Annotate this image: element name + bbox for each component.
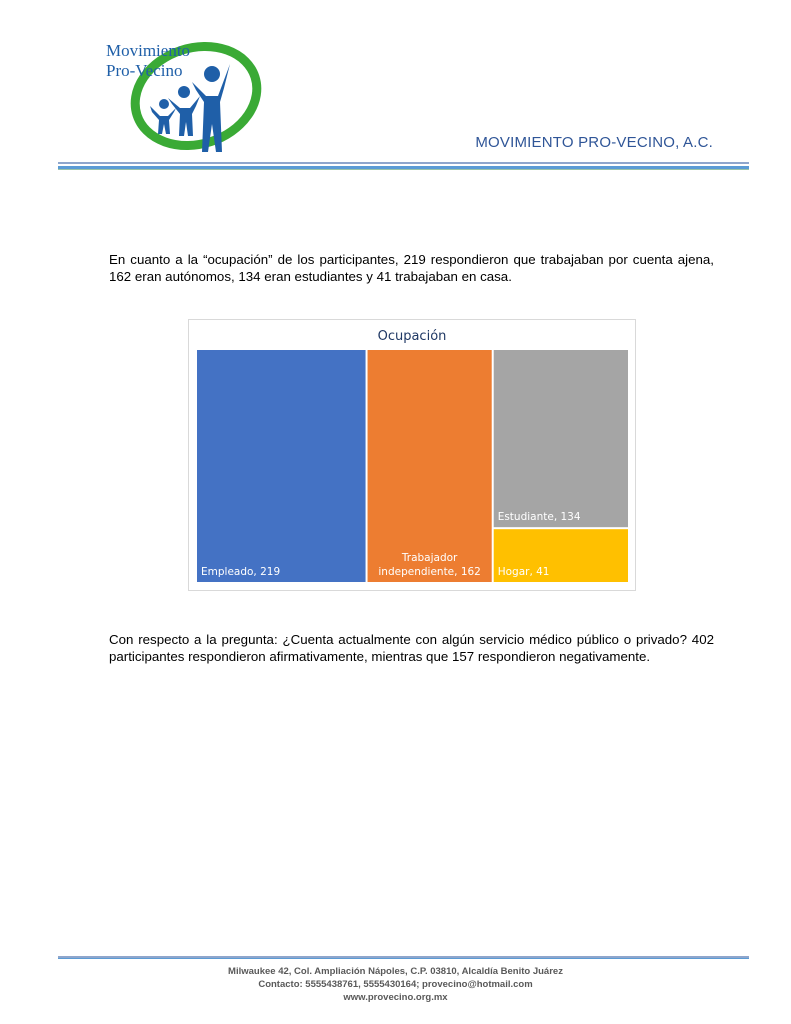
- chart-title: Ocupación: [377, 329, 447, 344]
- occupation-paragraph: En cuanto a la “ocupación” de los participantes, 219 respondieron que trabajaban por cuenta ajena, 162 eran autónomos, 134 eran estudiantes y 41 trabajaban en casa.: [109, 252, 714, 284]
- organization-logo: [104, 36, 266, 156]
- treemap-label-empleado: Empleado, 219: [201, 566, 281, 578]
- treemap-label-hogar: Hogar, 41: [497, 566, 550, 578]
- logo-text-line2: Pro-Vecino: [106, 61, 183, 80]
- header-divider: [58, 162, 749, 164]
- footer-website[interactable]: www.provecino.org.mx: [343, 992, 448, 1003]
- logo-graphic: [104, 36, 266, 156]
- footer-contact: Contacto: 5555438761, 5555430164; provecino@hotmail.com: [258, 979, 533, 990]
- medical-service-paragraph: Con respecto a la pregunta: ¿Cuenta actualmente con algún servicio médico público o privado? 402 participantes respondieron afirmativamente, mientras que 157 respondieron negativamente.: [109, 632, 714, 664]
- treemap-tile-empleado: [197, 350, 366, 582]
- header-divider-green: [58, 169, 749, 170]
- footer: [0, 965, 791, 1004]
- occupation-chart: [188, 319, 636, 591]
- footer-divider-accent: [58, 958, 749, 959]
- organization-name: MOVIMIENTO PRO-VECINO, A.C.: [475, 134, 713, 151]
- treemap-label-trabajador-independiente: Trabajador independiente, 162: [378, 552, 481, 578]
- treemap-label-estudiante: Estudiante, 134: [497, 511, 581, 524]
- treemap-tile-trabajador-independiente: [368, 350, 492, 582]
- footer-address: Milwaukee 42, Col. Ampliación Nápoles, C.P. 03810, Alcaldía Benito Juárez: [228, 966, 563, 977]
- logo-text-line1: Movimiento: [106, 41, 191, 60]
- treemap-svg: [189, 320, 635, 590]
- treemap-tile-estudiante: [494, 350, 628, 527]
